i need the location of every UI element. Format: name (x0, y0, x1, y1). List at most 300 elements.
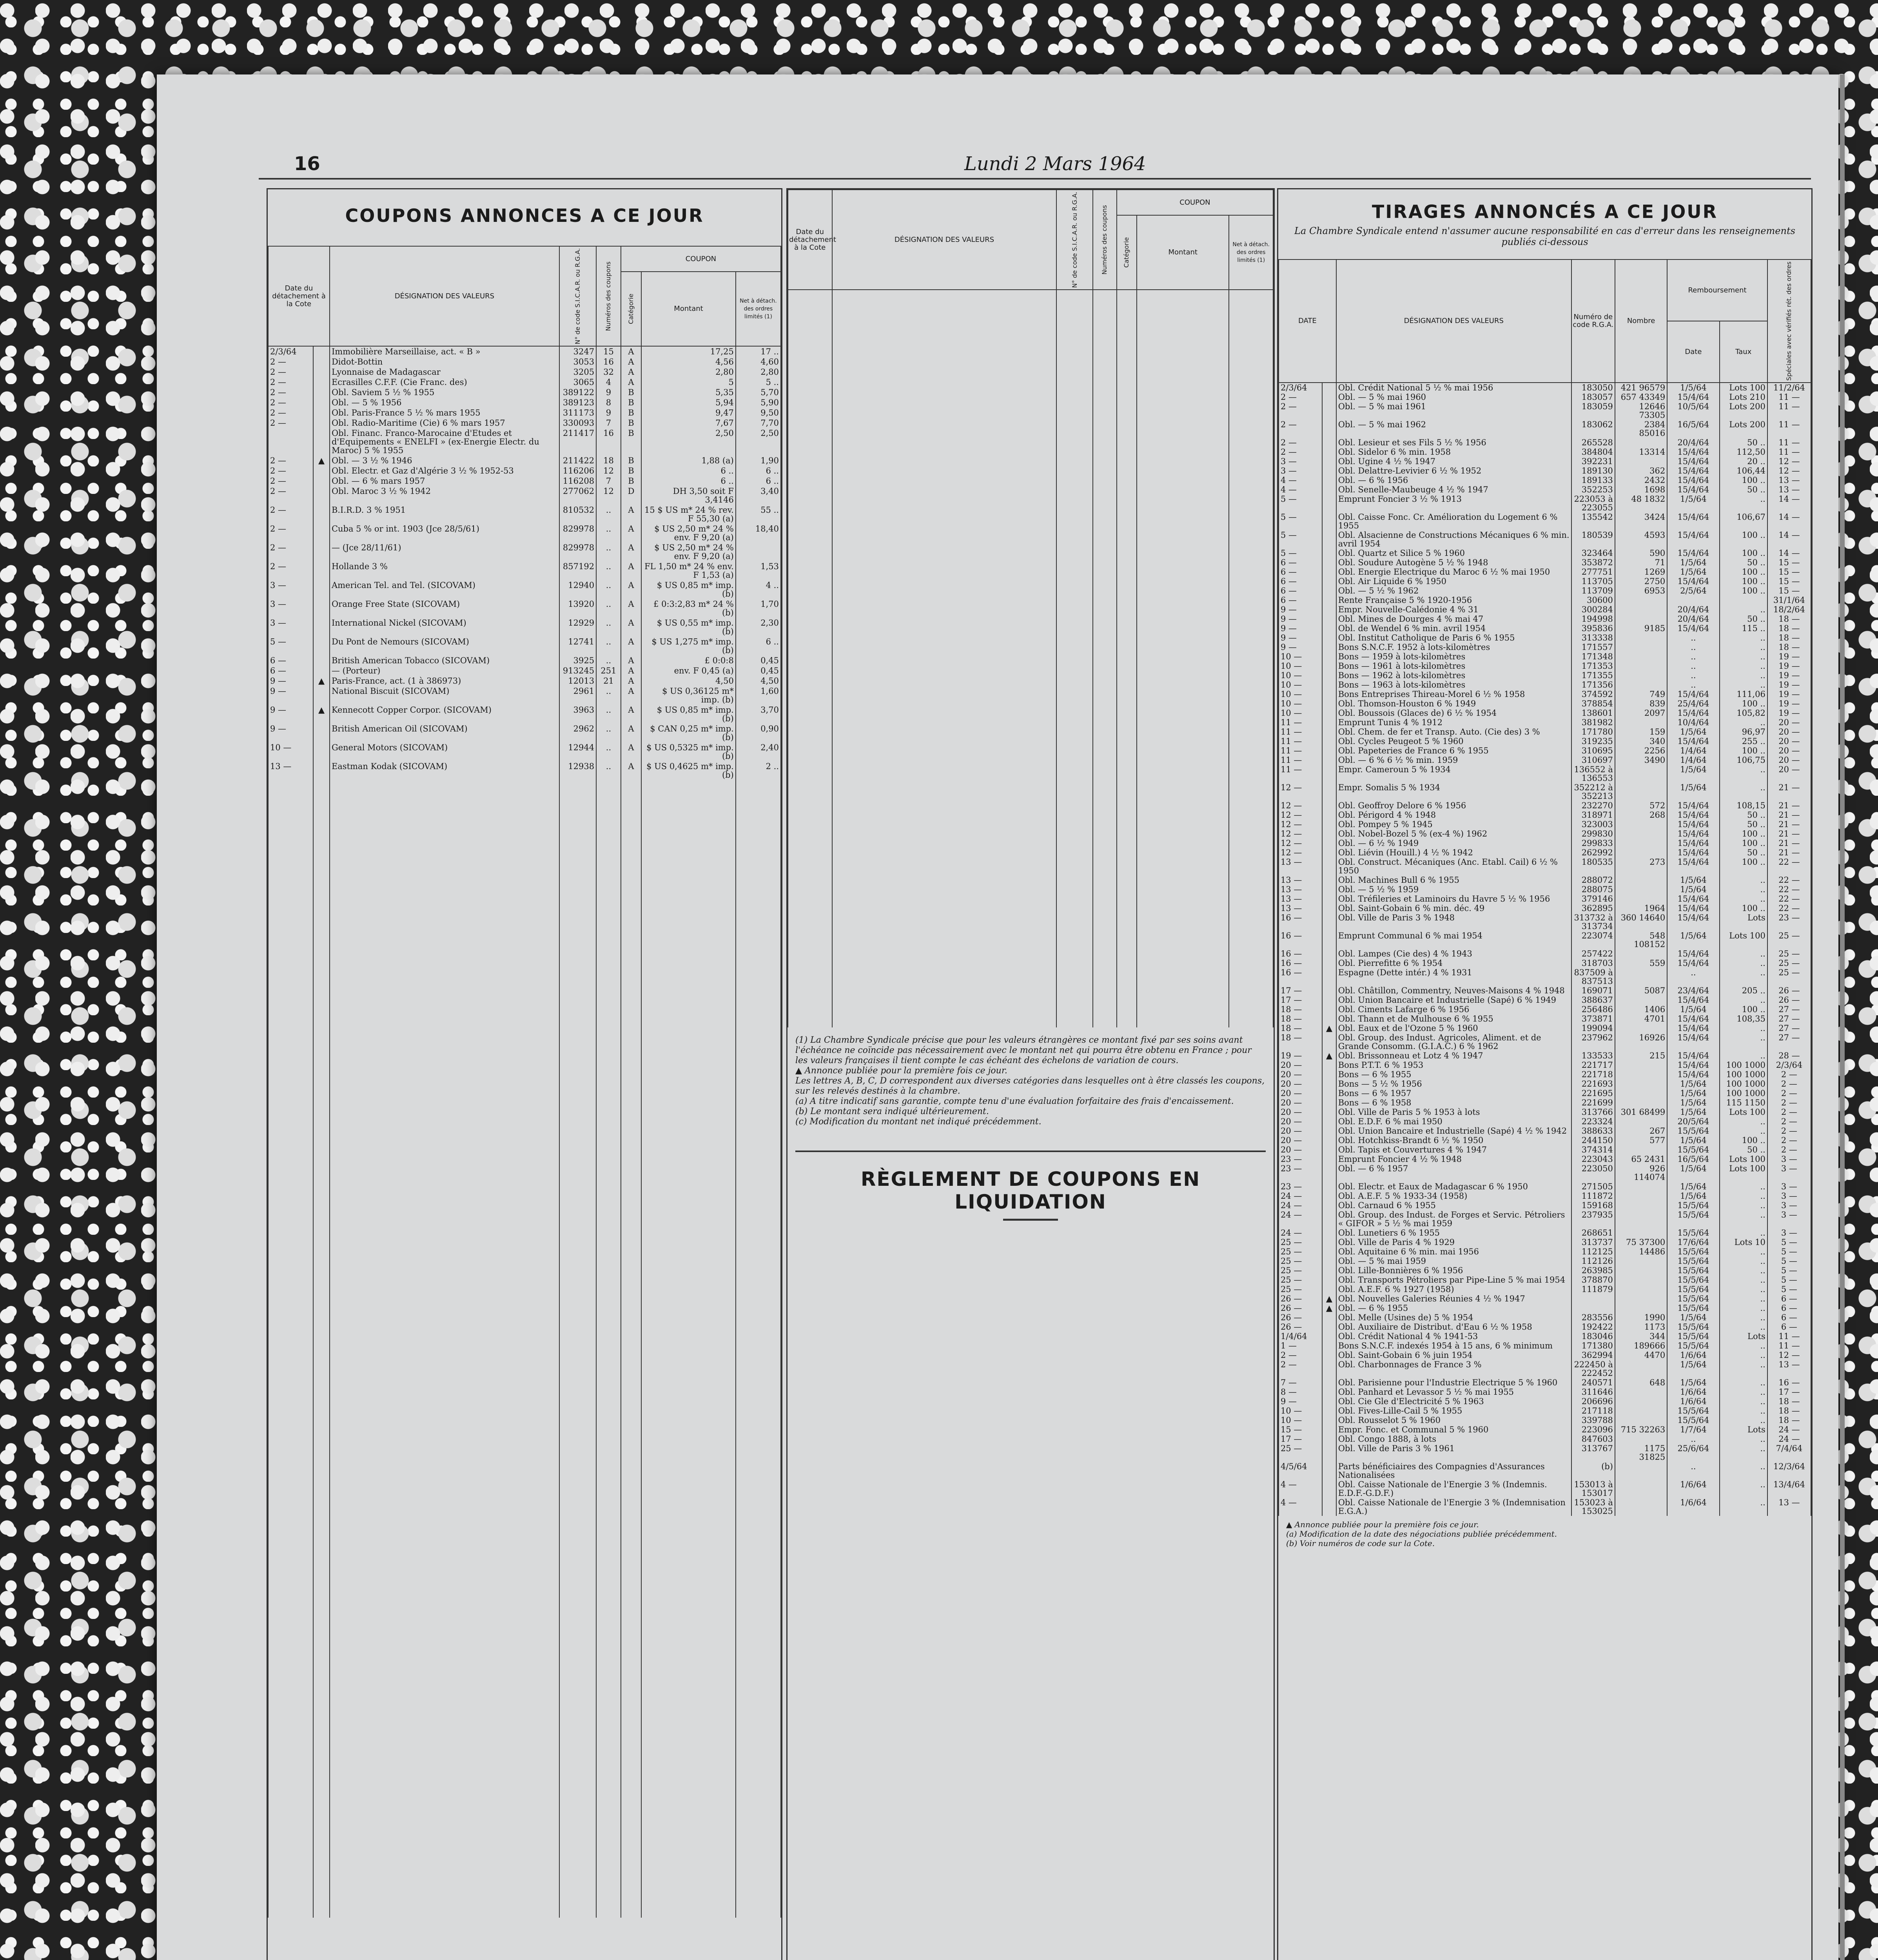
table-row (268, 580, 781, 599)
row-designation: Obl. — 6 % 1956 (1336, 475, 1571, 485)
row-designation: Obl. Crédit National 5 ½ % mai 1956 (1336, 383, 1571, 392)
row-designation: Obl. Liévin (Houill.) 4 ½ % 1942 (1336, 848, 1571, 857)
row-montant: 17,25 (641, 346, 736, 357)
row-remboursement-date: 15/5/64 (1667, 1406, 1719, 1416)
row-net: 0,90 (736, 724, 781, 742)
new-announcement-marker (1322, 466, 1336, 475)
row-date: 6 — (1279, 586, 1322, 595)
row-speciales: 21 — (1767, 801, 1811, 810)
row-nombre (1615, 1397, 1667, 1406)
row-date: 9 — (268, 724, 313, 742)
row-date: 9 — (1279, 605, 1322, 614)
filler-row (268, 780, 781, 1918)
row-coupon-number: .. (596, 742, 621, 761)
row-designation: Obl. — 6 % 6 ½ % min. 1959 (1336, 755, 1571, 765)
row-code: 277062 (559, 486, 596, 505)
row-coupon-number: 8 (596, 397, 621, 408)
row-code: 111879 (1571, 1285, 1615, 1294)
row-nombre: 2432 (1615, 475, 1667, 485)
row-speciales: 5 — (1767, 1285, 1811, 1294)
row-date: 25 — (1279, 1266, 1322, 1275)
new-announcement-marker: ▲ (313, 456, 330, 466)
table-row (1279, 1033, 1811, 1051)
new-announcement-marker (313, 543, 330, 561)
table-row (1279, 885, 1811, 894)
row-speciales: 2/3/64 (1767, 1060, 1811, 1070)
row-date: 2 — (268, 397, 313, 408)
row-montant: $ US 0,36125 m* imp. (b) (641, 686, 736, 705)
table-row (268, 428, 781, 456)
row-montant: £ 0:0:8 (641, 655, 736, 666)
row-nombre (1615, 614, 1667, 624)
table-row (1279, 958, 1811, 968)
row-date: 6 — (1279, 558, 1322, 567)
row-nombre: 65 2431 (1615, 1154, 1667, 1164)
row-taux: Lots (1720, 1425, 1767, 1434)
row-nombre (1615, 1201, 1667, 1210)
new-announcement-marker (1322, 1014, 1336, 1024)
row-category: A (621, 618, 641, 637)
row-date: 20 — (1279, 1107, 1322, 1117)
table-row (268, 676, 781, 686)
row-nombre: 559 (1615, 958, 1667, 968)
row-speciales: 2 — (1767, 1126, 1811, 1136)
row-designation: Obl. — 5 % mai 1961 (1336, 402, 1571, 420)
row-date: 25 — (1279, 1275, 1322, 1285)
new-announcement-marker (1322, 1387, 1336, 1397)
row-taux: .. (1720, 765, 1767, 783)
row-coupon-number: 16 (596, 357, 621, 367)
table-row (1279, 1051, 1811, 1060)
new-announcement-marker (1322, 737, 1336, 746)
row-designation: Obl. Saint-Gobain 6 % juin 1954 (1336, 1350, 1571, 1360)
row-taux: .. (1720, 1275, 1767, 1285)
row-remboursement-date: 1/6/64 (1667, 1498, 1719, 1516)
row-remboursement-date: 1/5/64 (1667, 1182, 1719, 1191)
row-net: 0,45 (736, 666, 781, 676)
table-row (1279, 894, 1811, 904)
row-designation: Emprunt Tunis 4 % 1912 (1336, 718, 1571, 727)
issue-date: Lundi 2 Mars 1964 (964, 153, 1146, 175)
row-remboursement-date: 1/4/64 (1667, 746, 1719, 755)
row-taux: 111,06 (1720, 690, 1767, 699)
row-speciales: 20 — (1767, 727, 1811, 737)
row-coupon-number: .. (596, 618, 621, 637)
row-code: 180535 (1571, 857, 1615, 875)
row-designation: Emprunt Foncier 3 ½ % 1913 (1336, 494, 1571, 512)
row-code: 318971 (1571, 810, 1615, 820)
row-speciales: 18/2/64 (1767, 605, 1811, 614)
row-code: 323464 (1571, 548, 1615, 558)
row-designation: Obl. Ville de Paris 3 % 1961 (1336, 1444, 1571, 1462)
row-designation: Obl. Soudure Autogène 5 ½ % 1948 (1336, 558, 1571, 567)
row-taux: .. (1720, 1285, 1767, 1294)
row-category: A (621, 637, 641, 655)
row-designation: Obl. Union Bancaire et Industrielle (Sapé) 6 % 1949 (1336, 995, 1571, 1005)
table-row (1279, 1247, 1811, 1256)
row-nombre: 340 (1615, 737, 1667, 746)
row-speciales: 2 — (1767, 1107, 1811, 1117)
row-date: 11 — (1279, 737, 1322, 746)
row-taux (1720, 595, 1767, 605)
row-speciales: 27 — (1767, 1024, 1811, 1033)
row-remboursement-date: 15/4/64 (1667, 894, 1719, 904)
row-code: 378854 (1571, 699, 1615, 708)
row-taux: .. (1720, 885, 1767, 894)
row-nombre: 48 1832 (1615, 494, 1667, 512)
row-designation: Obl. Caisse Fonc. Cr. Amélioration du Logement 6 % 1955 (1336, 512, 1571, 530)
row-date: 4 — (1279, 1480, 1322, 1498)
row-speciales: 2 — (1767, 1098, 1811, 1107)
table-row (1279, 1089, 1811, 1098)
new-announcement-marker (1322, 420, 1336, 438)
row-designation: Bons — 6 % 1958 (1336, 1098, 1571, 1107)
new-announcement-marker (1322, 1089, 1336, 1098)
row-designation: Hollande 3 % (330, 561, 559, 580)
row-nombre: 215 (1615, 1051, 1667, 1060)
row-date (268, 428, 313, 456)
table-row (1279, 530, 1811, 548)
row-taux: .. (1720, 1444, 1767, 1462)
row-nombre: 548 108152 (1615, 931, 1667, 949)
new-announcement-marker (1322, 548, 1336, 558)
row-taux: 100 .. (1720, 548, 1767, 558)
table-row (1279, 420, 1811, 438)
row-date: 2 — (268, 486, 313, 505)
row-code: 352253 (1571, 485, 1615, 494)
table-row (1279, 1014, 1811, 1024)
row-remboursement-date: 15/5/64 (1667, 1416, 1719, 1425)
mid-col-categorie-header: Catégorie (1123, 237, 1130, 268)
row-speciales: 2 — (1767, 1079, 1811, 1089)
new-announcement-marker (1322, 1154, 1336, 1164)
row-speciales: 11/2/64 (1767, 383, 1811, 392)
row-montant: $ US 0,5325 m* imp. (b) (641, 742, 736, 761)
row-remboursement-date: 15/5/64 (1667, 1275, 1719, 1285)
row-date: 6 — (268, 655, 313, 666)
tirages-footnotes (1278, 1516, 1811, 1552)
row-taux: 100 .. (1720, 1005, 1767, 1014)
row-designation: Eastman Kodak (SICOVAM) (330, 761, 559, 780)
table-row (1279, 1416, 1811, 1425)
row-taux: .. (1720, 1228, 1767, 1238)
table-row (1279, 577, 1811, 586)
row-code: 223096 (1571, 1425, 1615, 1434)
table-row (1279, 642, 1811, 652)
row-code: 389122 (559, 387, 596, 397)
table-row (1279, 661, 1811, 671)
row-remboursement-date: 1/5/64 (1667, 875, 1719, 885)
row-date: 24 — (1279, 1201, 1322, 1210)
row-net: 6 .. (736, 466, 781, 476)
row-taux: 106,67 (1720, 512, 1767, 530)
row-speciales: 18 — (1767, 642, 1811, 652)
note-line: (a) A titre indicatif sans garantie, compte tenu d'une évaluation forfaitaire des frais d'encaissement. (795, 1096, 1234, 1106)
new-announcement-marker (1322, 1238, 1336, 1247)
row-net (736, 543, 781, 561)
page-number: 16 (294, 153, 320, 175)
col-numeros-header: Numéros des coupons (604, 261, 612, 331)
row-code: 116206 (559, 466, 596, 476)
row-speciales: 2 — (1767, 1145, 1811, 1154)
table-row (1279, 457, 1811, 466)
row-nombre: 421 96579 (1615, 383, 1667, 392)
row-date: 24 — (1279, 1210, 1322, 1228)
row-code: 30600 (1571, 595, 1615, 605)
row-code: 2961 (559, 686, 596, 705)
new-announcement-marker (1322, 1256, 1336, 1266)
row-date: 2/3/64 (268, 346, 313, 357)
table-row (1279, 1378, 1811, 1387)
row-speciales: 2 — (1767, 1117, 1811, 1126)
row-code: 352212 à 352213 (1571, 783, 1615, 801)
row-code: 111872 (1571, 1191, 1615, 1201)
row-speciales: 11 — (1767, 420, 1811, 438)
row-date: 1 — (1279, 1341, 1322, 1350)
row-remboursement-date: .. (1667, 652, 1719, 661)
new-announcement-marker (1322, 457, 1336, 466)
new-announcement-marker (313, 476, 330, 486)
row-taux: 100 .. (1720, 838, 1767, 848)
row-designation: Obl. — 5 % mai 1962 (1336, 420, 1571, 438)
row-speciales: 2 — (1767, 1070, 1811, 1079)
table-row (1279, 1332, 1811, 1341)
row-remboursement-date: 15/5/64 (1667, 1210, 1719, 1228)
row-speciales: 21 — (1767, 783, 1811, 801)
row-speciales: 19 — (1767, 671, 1811, 680)
coupons-title: COUPONS ANNONCES A CE JOUR (345, 205, 704, 226)
new-announcement-marker (313, 387, 330, 397)
row-speciales: 12/3/64 (1767, 1462, 1811, 1480)
coupons-table (268, 246, 781, 1918)
row-taux: 100 .. (1720, 567, 1767, 577)
row-taux: 50 .. (1720, 614, 1767, 624)
row-nombre (1615, 1360, 1667, 1378)
row-date: 13 — (1279, 894, 1322, 904)
row-nombre: 4593 (1615, 530, 1667, 548)
row-nombre (1615, 995, 1667, 1005)
row-date: 12 — (1279, 820, 1322, 829)
row-designation: Bons — 1961 à lots-kilomètres (1336, 661, 1571, 671)
row-speciales: 6 — (1767, 1294, 1811, 1303)
row-speciales: 11 — (1767, 438, 1811, 447)
row-nombre (1615, 680, 1667, 690)
row-date: 16 — (1279, 931, 1322, 949)
new-announcement-marker (313, 655, 330, 666)
row-date: 23 — (1279, 1154, 1322, 1164)
new-announcement-marker (1322, 1332, 1336, 1341)
row-category: A (621, 666, 641, 676)
row-designation: Obl. — 5 % mai 1960 (1336, 392, 1571, 402)
row-speciales: 6 — (1767, 1313, 1811, 1322)
row-code: 183062 (1571, 420, 1615, 438)
row-remboursement-date: 15/4/64 (1667, 1014, 1719, 1024)
row-coupon-number: .. (596, 724, 621, 742)
row-remboursement-date: 20/4/64 (1667, 614, 1719, 624)
row-code: 392231 (1571, 457, 1615, 466)
row-designation: Obl. Transports Pétroliers par Pipe-Line 5 % mai 1954 (1336, 1275, 1571, 1285)
row-code: 319235 (1571, 737, 1615, 746)
row-coupon-number: .. (596, 561, 621, 580)
table-row (1279, 1238, 1811, 1247)
row-code: 183059 (1571, 402, 1615, 420)
row-code: 313767 (1571, 1444, 1615, 1462)
table-row (1279, 1164, 1811, 1182)
new-announcement-marker (1322, 1360, 1336, 1378)
row-code: 138601 (1571, 708, 1615, 718)
row-taux: .. (1720, 1341, 1767, 1350)
row-designation: Obl. — 5 ½ % 1959 (1336, 885, 1571, 894)
row-designation: Obl. E.D.F. 6 % mai 1950 (1336, 1117, 1571, 1126)
row-code: 180539 (1571, 530, 1615, 548)
row-taux: .. (1720, 1322, 1767, 1332)
row-code: 318703 (1571, 958, 1615, 968)
row-date: 9 — (1279, 624, 1322, 633)
row-date: 10 — (268, 742, 313, 761)
row-speciales: 13 — (1767, 475, 1811, 485)
row-designation: Bons P.T.T. 6 % 1953 (1336, 1060, 1571, 1070)
row-taux: .. (1720, 1210, 1767, 1228)
row-remboursement-date: 1/5/64 (1667, 885, 1719, 894)
row-nombre: 14486 (1615, 1247, 1667, 1256)
row-designation: Du Pont de Nemours (SICOVAM) (330, 637, 559, 655)
new-announcement-marker (1322, 1416, 1336, 1425)
row-nombre (1615, 1406, 1667, 1416)
row-date: 2 — (268, 408, 313, 418)
row-speciales: 18 — (1767, 1397, 1811, 1406)
row-date: 26 — (1279, 1322, 1322, 1332)
row-category: B (621, 476, 641, 486)
row-nombre (1615, 820, 1667, 829)
row-speciales: 15 — (1767, 586, 1811, 595)
row-designation: Emprunt Foncier 4 ½ % 1948 (1336, 1154, 1571, 1164)
row-coupon-number: 251 (596, 666, 621, 676)
row-code: 223074 (1571, 931, 1615, 949)
row-designation: Obl. A.E.F. 5 % 1933-34 (1958) (1336, 1191, 1571, 1201)
row-remboursement-date: 1/5/64 (1667, 1079, 1719, 1089)
row-speciales: 23 — (1767, 913, 1811, 931)
row-date: 4 — (1279, 485, 1322, 494)
row-coupon-number: .. (596, 705, 621, 724)
table-row (268, 346, 781, 357)
row-remboursement-date: 15/4/64 (1667, 548, 1719, 558)
row-remboursement-date: .. (1667, 680, 1719, 690)
row-date: 8 — (1279, 1387, 1322, 1397)
row-remboursement-date: 15/4/64 (1667, 829, 1719, 838)
row-designation: Obl. Tapis et Couvertures 4 % 1947 (1336, 1145, 1571, 1154)
new-announcement-marker (313, 367, 330, 377)
row-remboursement-date: 20/4/64 (1667, 605, 1719, 614)
row-net: 3,40 (736, 486, 781, 505)
row-designation: Lyonnaise de Madagascar (330, 367, 559, 377)
row-category: D (621, 486, 641, 505)
row-speciales: 25 — (1767, 949, 1811, 958)
col-net-header: Net à détach. des ordres limités (1) (736, 272, 781, 346)
table-row (1279, 567, 1811, 577)
row-designation: Obl. — 5 % mai 1959 (1336, 1256, 1571, 1266)
row-nombre: 267 (1615, 1126, 1667, 1136)
row-code: 271505 (1571, 1182, 1615, 1191)
table-row (1279, 624, 1811, 633)
row-code: 189133 (1571, 475, 1615, 485)
row-date: 10 — (1279, 652, 1322, 661)
new-announcement-marker (1322, 671, 1336, 680)
row-remboursement-date: 15/4/64 (1667, 1024, 1719, 1033)
row-net: 1,53 (736, 561, 781, 580)
row-net: 2,40 (736, 742, 781, 761)
row-speciales: 3 — (1767, 1164, 1811, 1182)
row-designation: — (Jce 28/11/61) (330, 543, 559, 561)
row-nombre (1615, 885, 1667, 894)
row-date: 13 — (1279, 857, 1322, 875)
new-announcement-marker (1322, 1462, 1336, 1480)
row-taux: .. (1720, 875, 1767, 885)
row-taux: .. (1720, 1397, 1767, 1406)
row-remboursement-date: 1/5/64 (1667, 931, 1719, 949)
table-row (1279, 765, 1811, 783)
row-designation: Obl. — 3 ½ % 1946 (330, 456, 559, 466)
row-designation: Obl. Caisse Nationale de l'Energie 3 % (Indemnisation E.G.A.) (1336, 1498, 1571, 1516)
table-row (268, 637, 781, 655)
row-nombre (1615, 1098, 1667, 1107)
row-nombre (1615, 718, 1667, 727)
table-row (1279, 1107, 1811, 1117)
row-remboursement-date: 1/6/64 (1667, 1387, 1719, 1397)
row-nombre (1615, 838, 1667, 848)
row-remboursement-date: 1/4/64 (1667, 755, 1719, 765)
table-row (1279, 810, 1811, 820)
row-category: B (621, 428, 641, 456)
row-date: 2 — (268, 387, 313, 397)
row-net: 2 .. (736, 761, 781, 780)
new-announcement-marker (1322, 1285, 1336, 1294)
new-announcement-marker (1322, 1126, 1336, 1136)
row-date: 6 — (1279, 577, 1322, 586)
row-taux: Lots 100 (1720, 383, 1767, 392)
row-code: 169071 (1571, 986, 1615, 995)
row-date: 16 — (1279, 958, 1322, 968)
row-code: 171353 (1571, 661, 1615, 671)
row-nombre (1615, 1416, 1667, 1425)
row-category: A (621, 367, 641, 377)
table-row (1279, 1341, 1811, 1350)
table-row (1279, 485, 1811, 494)
row-taux: 205 .. (1720, 986, 1767, 995)
row-date: 9 — (268, 676, 313, 686)
row-remboursement-date: 15/4/64 (1667, 1060, 1719, 1070)
row-nombre (1615, 661, 1667, 671)
row-date: 5 — (1279, 548, 1322, 558)
row-taux: .. (1720, 1313, 1767, 1322)
row-code: 283556 (1571, 1313, 1615, 1322)
row-code: 810532 (559, 505, 596, 524)
mid-col-coupon-header: COUPON (1117, 190, 1273, 215)
row-remboursement-date: 1/5/64 (1667, 558, 1719, 567)
row-date: 2 — (1279, 1350, 1322, 1360)
row-designation: Ecrasilles C.F.F. (Cie Franc. des) (330, 377, 559, 387)
row-date: 23 — (1279, 1164, 1322, 1182)
new-announcement-marker (1322, 1182, 1336, 1191)
row-remboursement-date: 15/4/64 (1667, 485, 1719, 494)
table-row (1279, 1210, 1811, 1228)
row-nombre (1615, 1462, 1667, 1480)
row-code: 300284 (1571, 605, 1615, 614)
row-coupon-number: 4 (596, 377, 621, 387)
row-speciales: 3 — (1767, 1154, 1811, 1164)
row-speciales: 22 — (1767, 885, 1811, 894)
row-designation: Obl. Lunetiers 6 % 1955 (1336, 1228, 1571, 1238)
row-montant: $ US 0,4625 m* imp. (b) (641, 761, 736, 780)
